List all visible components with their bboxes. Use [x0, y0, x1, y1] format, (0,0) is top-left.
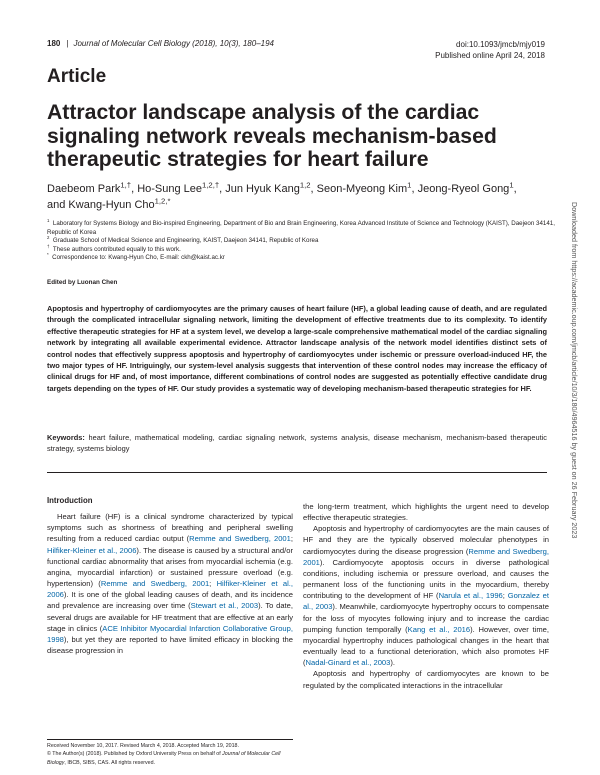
running-header-right [435, 39, 545, 61]
author-name: Jun Hyuk Kang [225, 183, 300, 195]
page-number: 180 [47, 39, 61, 48]
citation-link[interactable]: Gonzalez et al., 2003 [303, 591, 549, 612]
copyright-journal: Journal of Molecular Cell Biology [47, 751, 281, 766]
body-text: ). However, over time, myocardial hypertrophy induces pathological changes in the heart that eventually lead to a functional deterioration, which also promotes HF ( [303, 624, 549, 668]
author-conjunction: and [47, 198, 66, 211]
doi[interactable]: doi:10.1093/jmcb/mjy019 [456, 40, 545, 49]
body-text: ; [209, 579, 217, 589]
received-dates: Received November 10, 2017. Revised March 4, 2018. Accepted March 19, 2018. [47, 743, 239, 749]
citation-link[interactable]: Stewart et al., 2003 [190, 601, 259, 611]
article-title: Attractor landscape analysis of the cardiac signaling network reveals mechanism-based therapeutic strategies for heart failure [47, 101, 497, 171]
body-text: ; [290, 534, 293, 544]
body-paragraph: the long-term treatment, which highlights the urgent need to develop effective therapeutic strategies. [303, 502, 549, 523]
citation-link[interactable]: Nadal-Ginard et al., 2003 [305, 658, 391, 668]
citation-link[interactable]: ACE Inhibitor Myocardial Infarction Collaborative Group, 1998 [47, 623, 293, 644]
download-watermark [570, 202, 587, 662]
publication-footnote [47, 742, 293, 767]
body-text: ), but yet they are reported to have limited efficacy in blocking the disease progression in [47, 634, 293, 656]
affiliation-mark: 2 [47, 235, 50, 241]
author-list: Daebeom Park$^{1,\dagger}$, Ho-Sung Lee$^{1,2,\dagger}$, Jun Hyuk Kang$^{1,2}$, Seon-Myeong Kim$^1$, Jeong-Ryeol Gong$^1$, and Kwang-Hyun Cho$^{1,2,*}$ [47, 180, 517, 211]
affiliations [47, 217, 557, 263]
section-divider [47, 472, 547, 473]
citation-link[interactable]: Remme and Swedberg, 2001 [303, 546, 549, 567]
copyright-text: , IBCB, SIBS, CAS. All rights reserved. [64, 759, 156, 766]
author-affil-mark: 1,2,* [154, 195, 171, 205]
keywords-label: Keywords: [47, 433, 85, 442]
affiliation-item [47, 217, 557, 237]
watermark-text: Downloaded from https://academic.oup.com/jmcb/article/10/3/180/4964516 by guest on 26 February 2023 [570, 202, 579, 539]
copyright-text: © The Author(s) (2018). Published by Oxford University Press on behalf of [47, 751, 223, 758]
body-text: ). To date, several drugs are available for HF treatment that are effective at an early stage in clinics ( [47, 601, 294, 633]
affiliation-item [47, 237, 557, 246]
affiliation-text: These authors contributed equally to this work. [52, 245, 181, 253]
body-text: Heart failure (HF) is a clinical syndrome characterized by typical symptoms such as shortness of breathing and peripheral swelling resulting from a reduced cardiac output ( [47, 512, 293, 544]
keywords-text: heart failure, mathematical modeling, cardiac signaling network, systems analysis, disease mechanism, mechanism-based therapeutic strategy, systems biology [47, 433, 547, 454]
affiliation-mark: † [47, 243, 50, 249]
citation-link[interactable]: Hilfiker-Kleiner et al., 2006 [47, 545, 137, 555]
body-text: ). The disease is caused by a structural and/or functional cardiac abnormality that arises from myocardial ischemia (e.g. angina, myocardial infarction) or sustained pressure overload (e.g. hypertension) ( [47, 545, 293, 589]
body-text: Apoptosis and hypertrophy of cardiomyocytes are the main causes of HF and they are the typically observed molecular phenotypes in cardiomyocytes during the disease progression ( [303, 524, 549, 556]
edited-by: Edited by Luonan Chen [47, 279, 118, 286]
affiliation-mark: 1 [47, 217, 50, 223]
body-paragraph [303, 523, 549, 668]
section-heading-introduction: Introduction [47, 496, 93, 505]
author-affil-mark: 1,† [120, 180, 132, 190]
affiliation-item [47, 254, 557, 263]
body-text: ). Meanwhile, cardiomyocyte hypertrophy occurs to compensate for the loss of myocytes following injury and to increase the cardiac pumping function temporally ( [303, 602, 549, 634]
citation-link[interactable]: Hilfiker-Kleiner et al., 2006 [47, 579, 293, 600]
author-affil-mark: 1,2,† [202, 180, 220, 190]
body-column-left [47, 495, 293, 656]
body-text: ). [390, 658, 396, 668]
body-paragraph [47, 511, 293, 656]
affiliation-text: Correspondence to: Kwang-Hyun Cho, E-mail: ckh@kaist.ac.kr [52, 254, 225, 262]
footnote-divider [47, 739, 293, 740]
author-affil-mark: 1,2 [299, 180, 311, 190]
body-text: ; [502, 591, 508, 601]
citation-link[interactable]: Remme and Swedberg, 2001 [189, 534, 291, 544]
author-name: Jeong-Ryeol Gong [417, 183, 510, 195]
copyright-notice [47, 750, 293, 767]
author-affil-mark: 1 [407, 180, 412, 190]
author-name: Seon-Myeong Kim [316, 183, 408, 195]
author-name: Ho-Sung Lee [137, 183, 203, 195]
affiliation-mark: * [47, 252, 49, 258]
keywords [47, 432, 547, 454]
affiliation-text: Graduate School of Medical Science and Engineering, KAIST, Daejeon 34141, Republic of Korea [52, 237, 319, 245]
citation-link[interactable]: Remme and Swedberg, 2001 [100, 579, 210, 589]
citation-link[interactable]: Kang et al., 2016 [407, 624, 471, 634]
header-separator: | [66, 39, 69, 48]
body-paragraph: Apoptosis and hypertrophy of cardiomyocytes are known to be regulated by the complicated interactions in the intracellular [303, 669, 549, 690]
running-header-left [47, 39, 274, 48]
body-text: ). It is one of the global leading causes of death, and its incidence and prevalence are increasing over time ( [47, 590, 293, 611]
body-text: ). Cardiomyocyte apoptosis occurs in diverse pathological conditions, including ischemia or pressure overload, and causes the permanent loss of the functioning units in the myocardium, thereby contributing to the development of HF ( [303, 557, 549, 601]
author-name: Daebeom Park [47, 183, 121, 195]
body-column-right [303, 501, 549, 691]
affiliation-text: Laboratory for Systems Biology and Bio-inspired Engineering, Department of Bio and Brain Engineering, Korea Advanced Institute of Science and Technology (KAIST), Daejeon 34141, Republic of Korea [47, 220, 555, 236]
abstract: Apoptosis and hypertrophy of cardiomyocytes are the primary causes of heart failure (HF), a global leading cause of death, and are regulated through the complicated intracellular signaling network, limiting the development of effective treatments due to its complexity. To identify effective therapeutic strategies for HF at a system level, we develop a large-scale comprehensive mathematical model of the cardiac signaling network by integrating all available experimental evidence. Attractor landscape analysis of the network model identifies distinct sets of control nodes that effectively suppress apoptosis and hypertrophy of cardiomyocytes under ischemic or pressure overload-induced HF, the two major types of HF. Intriguingly, our system-level analysis suggests that intervention of these control nodes may increase the efficacy of clinical drugs for HF and, of most importance, different combinations of control nodes are suggested as potentially effective candidate drug targets depending on the types of HF. Our study provides a systematic way of developing mechanism-based therapeutic strategies for HF. [47, 304, 547, 393]
citation-link[interactable]: Narula et al., 1996 [438, 591, 503, 601]
author-affil-mark: 1 [509, 180, 514, 190]
journal-citation: Journal of Molecular Cell Biology (2018), 10(3), 180–194 [73, 39, 274, 48]
author-name: Kwang-Hyun Cho [68, 198, 155, 211]
article-type: Article [47, 66, 107, 87]
published-online: Published online April 24, 2018 [435, 51, 545, 60]
